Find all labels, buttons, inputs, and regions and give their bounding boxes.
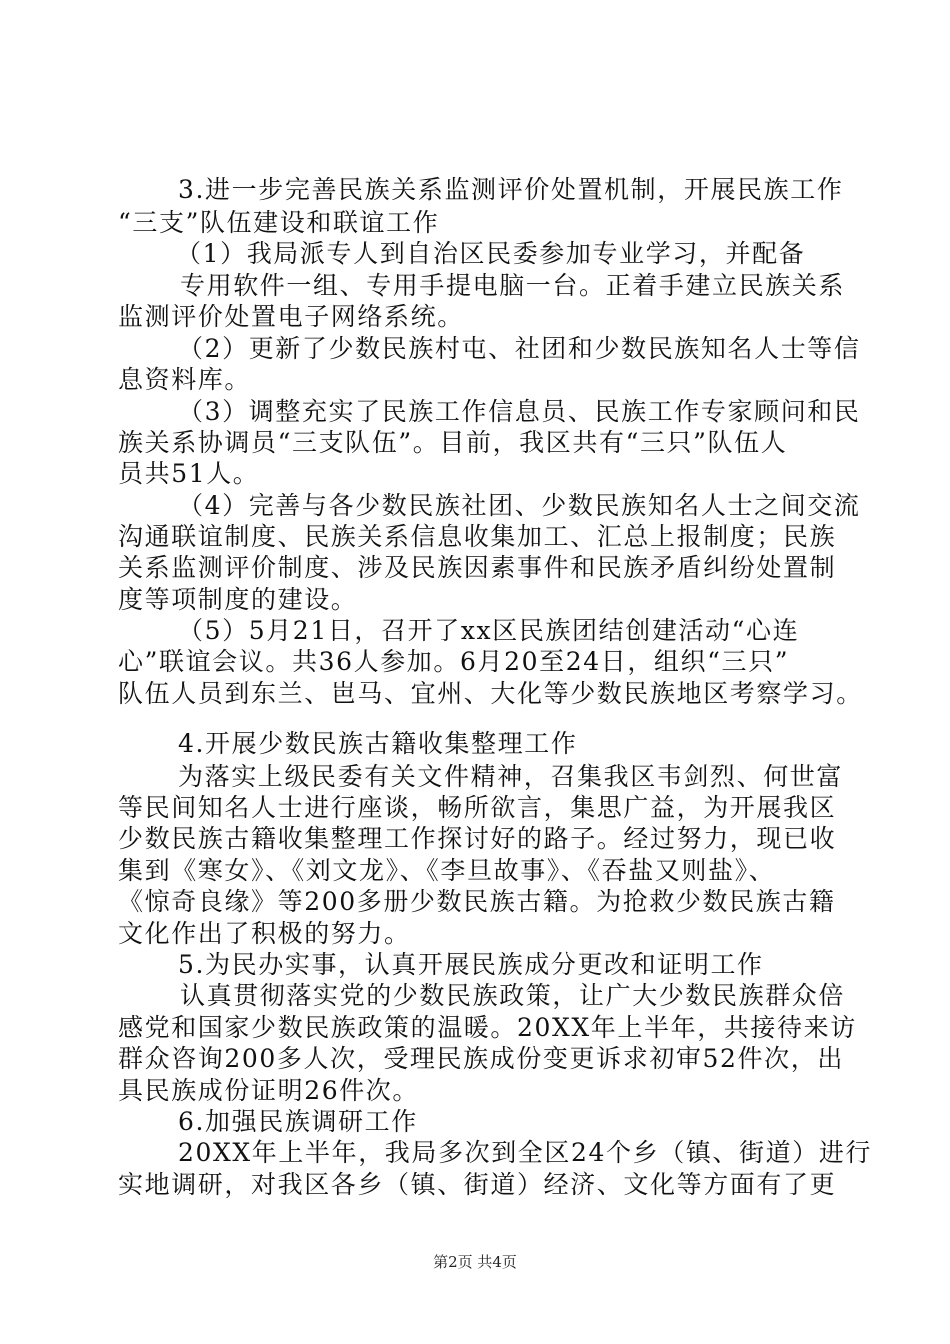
text-line: （3）调整充实了民族工作信息员、民族工作专家顾问和民 bbox=[178, 397, 861, 426]
text-line: 为落实上级民委有关文件精神，召集我区韦剑烈、何世富 bbox=[178, 762, 844, 791]
text-line: （5）5月21日，召开了xx区民族团结创建活动“心连 bbox=[178, 616, 800, 645]
text-line: 监测评价处置电子网络系统。 bbox=[118, 302, 464, 331]
text-line: 等民间知名人士进行座谈，畅所欲言，集思广益，为开展我区 bbox=[118, 793, 837, 822]
text-line: 息资料库。 bbox=[118, 365, 252, 394]
text-line: 感党和国家少数民族政策的温暖。20XX年上半年，共接待来访 bbox=[118, 1013, 857, 1042]
text-line: 具民族成份证明26件次。 bbox=[118, 1076, 420, 1105]
section-heading: 6.加强民族调研工作 bbox=[178, 1107, 418, 1136]
text-line: 《惊奇良缘》等200多册少数民族古籍。为抢救少数民族古籍 bbox=[118, 887, 836, 916]
text-line: 20XX年上半年，我局多次到全区24个乡（镇、街道）进行 bbox=[178, 1138, 873, 1167]
text-line: （2）更新了少数民族村屯、社团和少数民族知名人士等信 bbox=[178, 334, 861, 363]
text-line: 族关系协调员“三支队伍”。目前，我区共有“三只”队伍人 bbox=[118, 428, 788, 457]
text-line: “三支”队伍建设和联谊工作 bbox=[118, 208, 440, 237]
text-line: 员共51人。 bbox=[118, 459, 260, 488]
text-line: 实地调研，对我区各乡（镇、街道）经济、文化等方面有了更 bbox=[118, 1170, 837, 1199]
text-line: 少数民族古籍收集整理工作探讨好的路子。经过努力，现已收 bbox=[118, 824, 837, 853]
text-line: （4）完善与各少数民族社团、少数民族知名人士之间交流 bbox=[178, 491, 861, 520]
text-line: 集到《寒女》、《刘文龙》、《李旦故事》、《吞盐又则盐》、 bbox=[118, 856, 776, 885]
text-line: 群众咨询200多人次，受理民族成份变更诉求初审52件次，出 bbox=[118, 1044, 844, 1073]
text-line: 度等项制度的建设。 bbox=[118, 585, 358, 614]
section-heading: 5.为民办实事，认真开展民族成分更改和证明工作 bbox=[178, 950, 764, 979]
text-line: 认真贯彻落实党的少数民族政策，让广大少数民族群众倍 bbox=[180, 981, 846, 1010]
section-heading: 4.开展少数民族古籍收集整理工作 bbox=[178, 729, 578, 758]
text-line: 队伍人员到东兰、岜马、宜州、大化等少数民族地区考察学习。 bbox=[118, 679, 863, 708]
text-line: 关系监测评价制度、涉及民族因素事件和民族矛盾纠纷处置制 bbox=[118, 553, 837, 582]
text-line: 专用软件一组、专用手提电脑一台。正着手建立民族关系 bbox=[180, 271, 846, 300]
text-line: （1）我局派专人到自治区民委参加专业学习，并配备 bbox=[176, 239, 806, 268]
text-line: 文化作出了积极的努力。 bbox=[118, 919, 411, 948]
text-line: 沟通联谊制度、民族关系信息收集加工、汇总上报制度；民族 bbox=[118, 522, 837, 551]
page-number-footer: 第2页 共4页 bbox=[433, 1253, 517, 1271]
text-line: 心”联谊会议。共36人参加。6月20至24日，组织“三只” bbox=[118, 647, 790, 676]
text-line: 3.进一步完善民族关系监测评价处置机制，开展民族工作 bbox=[178, 175, 844, 204]
